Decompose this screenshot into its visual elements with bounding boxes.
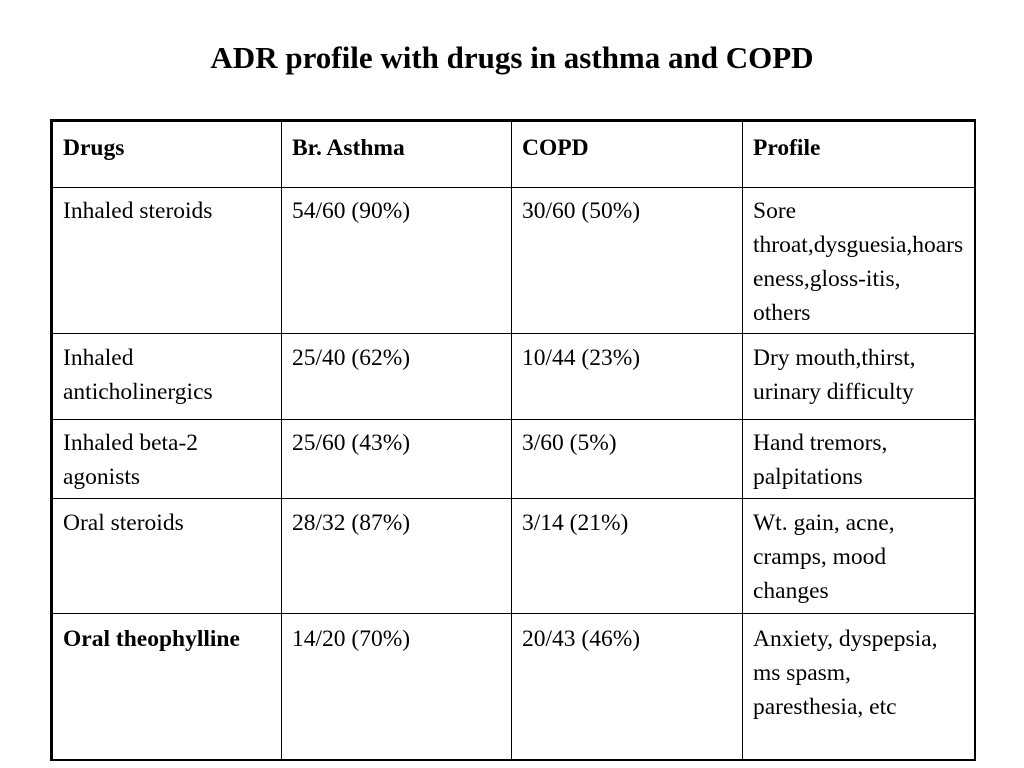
table-header-row [52, 121, 975, 188]
copd-cell: 30/60 (50%) [512, 188, 743, 334]
profile-cell: Hand tremors, palpitations [743, 420, 975, 499]
header-br-asthma: Br. Asthma [282, 121, 512, 188]
asthma-cell: 25/60 (43%) [282, 420, 512, 499]
header-drugs: Drugs [52, 121, 282, 188]
copd-cell: 20/43 (46%) [512, 614, 743, 761]
drug-cell: Inhaled anticholinergics [52, 334, 282, 420]
drug-cell: Oral theophylline [52, 614, 282, 761]
drug-cell: Oral steroids [52, 499, 282, 614]
asthma-cell: 14/20 (70%) [282, 614, 512, 761]
adr-table [50, 119, 976, 761]
asthma-cell: 54/60 (90%) [282, 188, 512, 334]
table-row [52, 614, 975, 761]
copd-cell: 10/44 (23%) [512, 334, 743, 420]
profile-cell: Wt. gain, acne, cramps, mood changes [743, 499, 975, 614]
copd-cell: 3/14 (21%) [512, 499, 743, 614]
asthma-cell: 28/32 (87%) [282, 499, 512, 614]
profile-cell: Sore throat,dysguesia,hoarseness,gloss-itis, others [743, 188, 975, 334]
header-profile: Profile [743, 121, 975, 188]
drug-cell: Inhaled steroids [52, 188, 282, 334]
drug-cell: Inhaled beta-2 agonists [52, 420, 282, 499]
page-title: ADR profile with drugs in asthma and COPD [210, 40, 814, 75]
header-copd: COPD [512, 121, 743, 188]
table-row [52, 420, 975, 499]
table-row [52, 334, 975, 420]
profile-cell: Dry mouth,thirst, urinary difficulty [743, 334, 975, 420]
profile-cell: Anxiety, dyspepsia, ms spasm, paresthesia, etc [743, 614, 975, 761]
copd-cell: 3/60 (5%) [512, 420, 743, 499]
asthma-cell: 25/40 (62%) [282, 334, 512, 420]
table-row [52, 499, 975, 614]
table-row [52, 188, 975, 334]
